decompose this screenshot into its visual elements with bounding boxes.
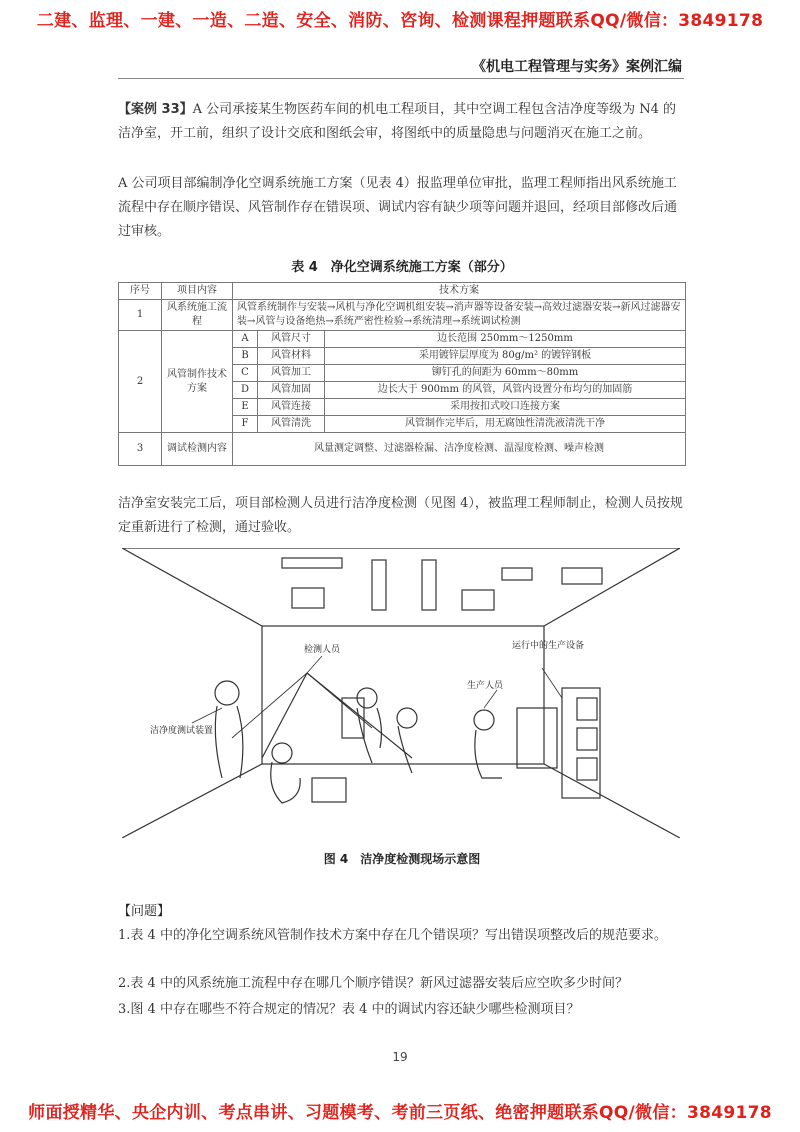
ceiling-light	[422, 560, 436, 610]
bottom-promo-banner: 师面授精华、央企内训、考点串讲、习题模考、考前三页纸、绝密押题联系QQ/微信：3849178	[28, 1103, 772, 1123]
top-promo-banner: 二建、监理、一建、一造、二造、安全、消防、咨询、检测课程押题联系QQ/微信：3849178	[36, 11, 764, 31]
ceiling-diffuser	[562, 568, 602, 584]
test-device	[312, 778, 346, 802]
sub-name: 风管清洗	[258, 416, 325, 433]
sub-key: D	[233, 382, 258, 399]
sub-key: E	[233, 399, 258, 416]
inspector-figure	[272, 743, 292, 763]
sub-desc: 采用镀锌层厚度为 80g/m² 的镀锌钢板	[325, 348, 686, 365]
row2-item: 风管制作技术方案	[162, 331, 233, 433]
label-inspectors: 检测人员	[304, 645, 341, 655]
book-title: 《机电工程管理与实务》案例汇编	[472, 59, 682, 75]
questions-heading: 【问题】	[118, 904, 171, 919]
row1-item: 风系统施工流程	[162, 300, 233, 331]
sub-desc: 边长大于 900mm 的风管，风管内设置分布均匀的加固筋	[325, 382, 686, 399]
figure-caption: 图 4 洁净度检测现场示意图	[323, 852, 481, 866]
sub-key: A	[233, 331, 258, 348]
inspection-paragraph: 洁净室安装完工后，项目部检测人员进行洁净度检测（见图 4），被监理工程师制止，检测人员按规定重新进行了检测，通过验收。	[118, 496, 683, 535]
sub-name: 风管连接	[258, 399, 325, 416]
ceiling-diffuser	[292, 588, 324, 608]
production-equipment	[562, 688, 600, 798]
label-running-equipment: 运行中的生产设备	[512, 641, 585, 651]
header-plan: 技术方案	[233, 283, 686, 300]
header-item: 项目内容	[162, 283, 233, 300]
sub-name: 风管尺寸	[258, 331, 325, 348]
ceiling-light	[282, 558, 342, 568]
sub-name: 风管材料	[258, 348, 325, 365]
table-title: 表 4 净化空调系统施工方案（部分）	[291, 260, 513, 275]
table-row	[119, 300, 686, 331]
label-workers: 生产人员	[467, 681, 504, 691]
sub-name: 风管加固	[258, 382, 325, 399]
row3-no: 3	[119, 433, 162, 466]
header-no: 序号	[119, 283, 162, 300]
sub-desc: 铆钉孔的间距为 60mm～80mm	[325, 365, 686, 382]
page-number: 19	[392, 1050, 408, 1064]
question-3: 3.图 4 中存在哪些不符合规定的情况？表 4 中的调试内容还缺少哪些检测项目？	[118, 1002, 580, 1017]
ceiling-diffuser	[462, 590, 494, 610]
row1-no: 1	[119, 300, 162, 331]
inspector-figure	[215, 681, 239, 705]
question-2: 2.表 4 中的风系统施工流程中存在哪几个顺序错误？新风过滤器安装后应空吹多少时间？	[118, 976, 628, 991]
ceiling-diffuser	[502, 568, 532, 580]
case-intro-text: A 公司承接某生物医药车间的机电工程项目，其中空调工程包含洁净度等级为 N4 的洁净室，开工前，组织了设计交底和图纸会审，将图纸中的质量隐患与问题消灭在施工之前。	[118, 102, 677, 141]
construction-plan-table	[118, 282, 686, 466]
inspector-figure	[397, 708, 417, 728]
row2-no: 2	[119, 331, 162, 433]
worker-figure	[474, 710, 494, 730]
cleanroom-inspection-figure	[122, 548, 680, 838]
production-equipment	[517, 708, 557, 768]
question-1: 1.表 4 中的净化空调系统风管制作技术方案中存在几个错误项？写出错误项整改后的规范要求。	[118, 928, 667, 943]
sub-name: 风管加工	[258, 365, 325, 382]
sub-key: C	[233, 365, 258, 382]
table-header-row	[119, 283, 686, 300]
row1-plan: 风管系统制作与安装→风机与净化空调机组安装→消声器等设备安装→高效过滤器安装→新风过滤器安装→风管与设备绝热→系统严密性检验→系统清理→系统调试检测	[233, 300, 686, 331]
table-row	[119, 433, 686, 466]
row3-plan: 风量测定调整、过滤器检漏、洁净度检测、温湿度检测、噪声检测	[233, 433, 686, 466]
plan-review-paragraph: A 公司项目部编制净化空调系统施工方案（见表 4）报监理单位审批，监理工程师指出风系统施工流程中存在顺序错误、风管制作存在错误项、调试内容有缺少项等问题并退回，经项目部修改后通过审核。	[118, 176, 678, 239]
sub-key: F	[233, 416, 258, 433]
case-label: 【案例 33】	[118, 102, 193, 117]
label-test-device: 洁净度测试装置	[150, 726, 214, 736]
table-row	[119, 331, 686, 348]
case-intro-paragraph	[118, 98, 686, 146]
sub-desc: 采用按扣式咬口连接方案	[325, 399, 686, 416]
sub-desc: 边长范围 250mm～1250mm	[325, 331, 686, 348]
header-divider	[118, 78, 684, 79]
ceiling-light	[372, 560, 386, 610]
row3-item: 调试检测内容	[162, 433, 233, 466]
sub-desc: 风管制作完毕后，用无腐蚀性清洗液清洗干净	[325, 416, 686, 433]
sub-key: B	[233, 348, 258, 365]
